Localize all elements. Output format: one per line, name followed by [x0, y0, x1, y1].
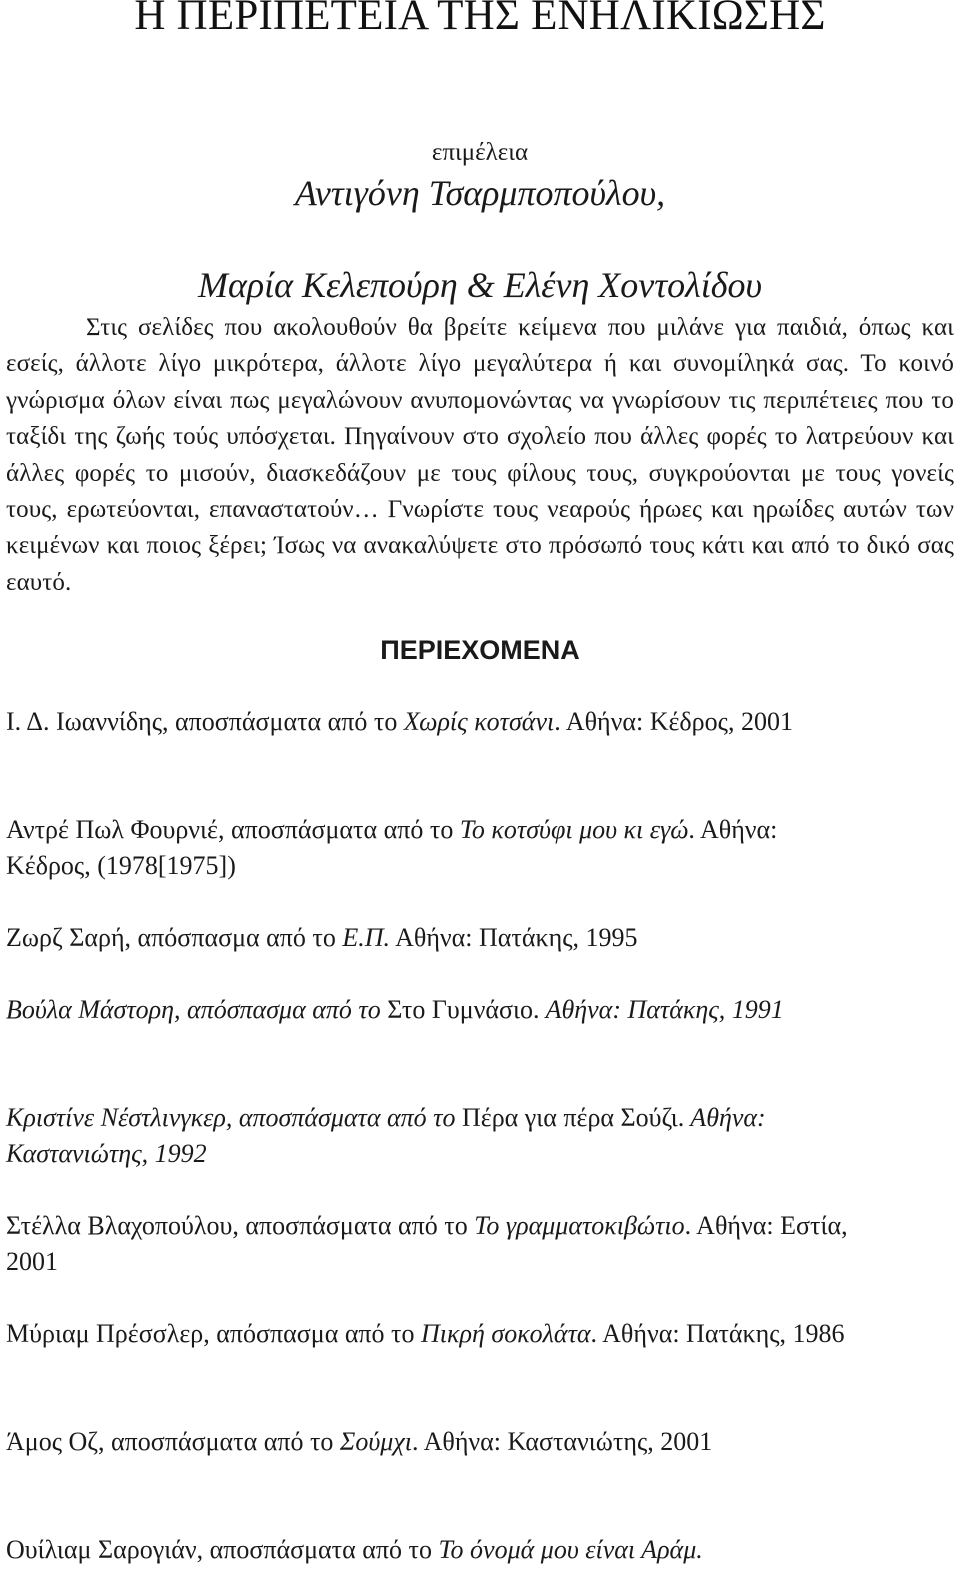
entry-author: Στέλλα Βλαχοπούλου, αποσπάσματα από το — [6, 1211, 475, 1240]
entry-work-title: Το κοτσύφι μου κι εγώ — [459, 815, 689, 844]
contents-entry — [6, 812, 866, 884]
contents-entry — [6, 1532, 946, 1568]
entry-author: Άμος Οζ, αποσπάσματα από το — [6, 1427, 340, 1456]
entry-work-title: Πικρή σοκολάτα — [421, 1319, 591, 1348]
introduction-paragraph — [6, 310, 954, 601]
entry-publisher: . Αθήνα: Κέδρος, 2001 — [554, 707, 793, 736]
contents-entry — [6, 1424, 866, 1460]
entry-publisher: . Αθήνα: Πατάκης, 1986 — [590, 1319, 845, 1348]
entry-author: Ι. Δ. Ιωαννίδης, αποσπάσματα από το — [6, 707, 404, 736]
contents-entry — [6, 1100, 866, 1172]
entry-author: Αντρέ Πωλ Φουρνιέ, αποσπάσματα από το — [6, 815, 460, 844]
entry-publisher: . Αθήνα: Καστανιώτης, 2001 — [412, 1427, 713, 1456]
entry-work-title: Χωρίς κοτσάνι — [403, 707, 555, 736]
entry-publisher: . Αθήνα: Εστία, 2001 — [6, 1211, 848, 1276]
contents-entry — [6, 704, 866, 740]
entry-author: Ζωρζ Σαρή, απόσπασμα από το — [6, 923, 343, 952]
entry-author: Μύριαμ Πρέσσλερ, απόσπασμα από το — [6, 1319, 422, 1348]
document-title: Η ΠΕΡΙΠΕΤΕΙΑ ΤΗΣ ΕΝΗΛΙΚΙΩΣΗΣ — [134, 0, 826, 39]
entry-publisher: Αθήνα: Καστανιώτης, 1992 — [6, 1103, 766, 1168]
entry-work-title: Σούμχι — [339, 1427, 413, 1456]
editing-credit-label: επιμέλεια — [431, 139, 529, 166]
editor-names-line-1: Αντιγόνη Τσαρμποπούλου, — [294, 173, 666, 213]
contents-entry — [6, 920, 866, 956]
entry-work-title: Το όνομά μου είναι Αράμ. — [438, 1535, 703, 1564]
entry-publisher: Αθήνα: Πατάκης, 1991 — [539, 995, 784, 1024]
entry-work-title: Το γραμματοκιβώτιο — [474, 1211, 685, 1240]
entry-publisher: Αθήνα: Πατάκης, 1995 — [390, 923, 638, 952]
contents-heading: ΠΕΡΙΕΧΟΜΕΝΑ — [380, 635, 580, 665]
contents-entry — [6, 1208, 866, 1280]
entry-work-title: Στο Γυμνάσιο. — [387, 995, 540, 1024]
introduction-text: Στις σελίδες που ακολουθούν θα βρείτε κείμενα που μιλάνε για παιδιά, όπως και εσείς, άλλοτε λίγο μικρότερα, άλλοτε λίγο μεγαλύτερα ή και συνομίληκά σας. Το κοινό γνώρισμα όλων είναι πως μεγαλώνουν ανυπομονώντας να γνωρίσουν τις περιπέτειες που το ταξίδι της ζωής τούς υπόσχεται. Πηγαίνουν στο σχολείο που άλλες φορές το λατρεύουν και άλλες φορές το μισούν, διασκεδάζουν με τους φίλους τους, συγκρούονται με τους γονείς τους, ερωτεύονται, επαναστατούν… Γνωρίστε τους νεαρούς ήρωες και ηρωίδες αυτών των κειμένων και ποιος ξέρει; Ίσως να ανακαλύψετε στο πρόσωπό τους κάτι και από το δικό σας εαυτό. — [6, 314, 954, 596]
editor-names-line-2: Μαρία Κελεπούρη & Ελένη Χοντολίδου — [197, 265, 763, 305]
entry-author: Βούλα Μάστορη, απόσπασμα από το — [6, 995, 388, 1024]
entry-author: Κριστίνε Νέστλινγκερ, αποσπάσματα από το — [6, 1103, 462, 1132]
entry-work-title: Ε.Π. — [342, 923, 391, 952]
entry-author: Ουίλιαμ Σαρογιάν, αποσπάσματα από το — [6, 1535, 439, 1564]
entry-work-title: Πέρα για πέρα Σούζι. — [462, 1103, 685, 1132]
contents-entry — [6, 992, 866, 1028]
contents-entry — [6, 1316, 866, 1352]
entry-publisher: . Αθήνα: Κέδρος, (1978[1975]) — [6, 815, 778, 880]
